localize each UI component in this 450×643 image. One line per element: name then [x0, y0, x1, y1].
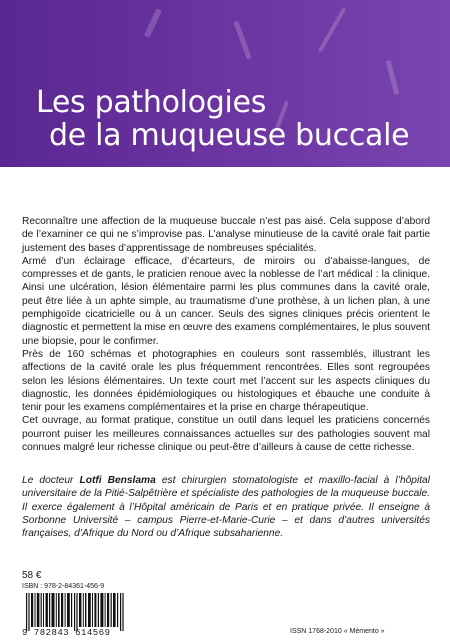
title-line-2: de la muqueuse buccale — [49, 118, 410, 153]
author-bio-prefix: Le docteur — [22, 475, 80, 486]
author-name: Lotfi Benslama — [79, 475, 156, 486]
banner-streak — [233, 20, 251, 59]
description-paragraph: Près de 160 schémas et photographies en couleurs sont rassemblés, illustrant les affections de la cavité orale les plus fréquemment rencontrées. Elles sont regroupées selon les lésions élémentaires. Un texte court met l’accent sur les aspects cliniques du diagnostic, les données épidémiologiques ou histologiques et ébauche une conduite à tenir pour les examens complémentaires et la prise en charge thérapeutique. — [22, 348, 430, 414]
book-description — [22, 215, 430, 454]
author-bio — [22, 474, 430, 540]
title-line-1: Les pathologies — [36, 85, 267, 120]
barcode-icon — [26, 593, 126, 631]
author-bio-text: est chirurgien stomatologiste et maxillo-facial à l’hôpital universitaire de la Pitié-Salpêtrière et spécialiste des pathologies de la muqueuse buccale. Il exerce également à l’Hôpital américain de Paris et en pratique privée. Il enseigne à Sorbonne Université – campus Pierre-et-Marie-Curie – et dans d’autres universités françaises, d’Afrique du Nord ou d’Afrique subsaharienne. — [22, 475, 430, 540]
price: 58 € — [22, 570, 42, 581]
banner-streak — [144, 8, 162, 38]
book-title — [36, 86, 409, 152]
description-paragraph: Armé d’un éclairage efficace, d’écarteurs, de miroirs ou d’abaisse-langues, de compresses et de gants, le praticien renoue avec la noblesse de l’art médical : la clinique. Ainsi une ulcération, lésion élémentaire parmi les plus communes dans la cavité orale, peut être liée à un aphte simple, au traumatisme d’une prothèse, à un lichen plan, à une pemphigoïde cicatricielle ou à un cancer. Seuls des signes cliniques précis orientent le diagnostic et permettent la mise en œuvre des examens complémentaires, le plus souvent une biopsie, pour le confirmer. — [22, 255, 430, 347]
barcode-number: 9 782843 614569 — [22, 628, 111, 638]
description-paragraph: Reconnaître une affection de la muqueuse buccale n’est pas aisé. Cela suppose d’abord de l’examiner ce qui ne s’improvise pas. L’analyse minutieuse de la cavité orale fait partie justement des bases d’apprentissage de nombreuses spécialités. — [22, 216, 430, 254]
cover-banner — [0, 0, 450, 167]
description-paragraph: Cet ouvrage, au format pratique, constitue un outil dans lequel les praticiens concernés pourront puiser les meilleures connaissances actuelles sur des pathologies souvent mal connues malgré leur richesse clinique ou peut-être d’ailleurs à cause de cette richesse. — [22, 415, 430, 454]
banner-streak — [318, 7, 346, 52]
isbn: ISBN : 978-2-84361-456-9 — [22, 583, 105, 590]
issn: ISSN 1768-2010 « Mémento » — [290, 628, 385, 635]
